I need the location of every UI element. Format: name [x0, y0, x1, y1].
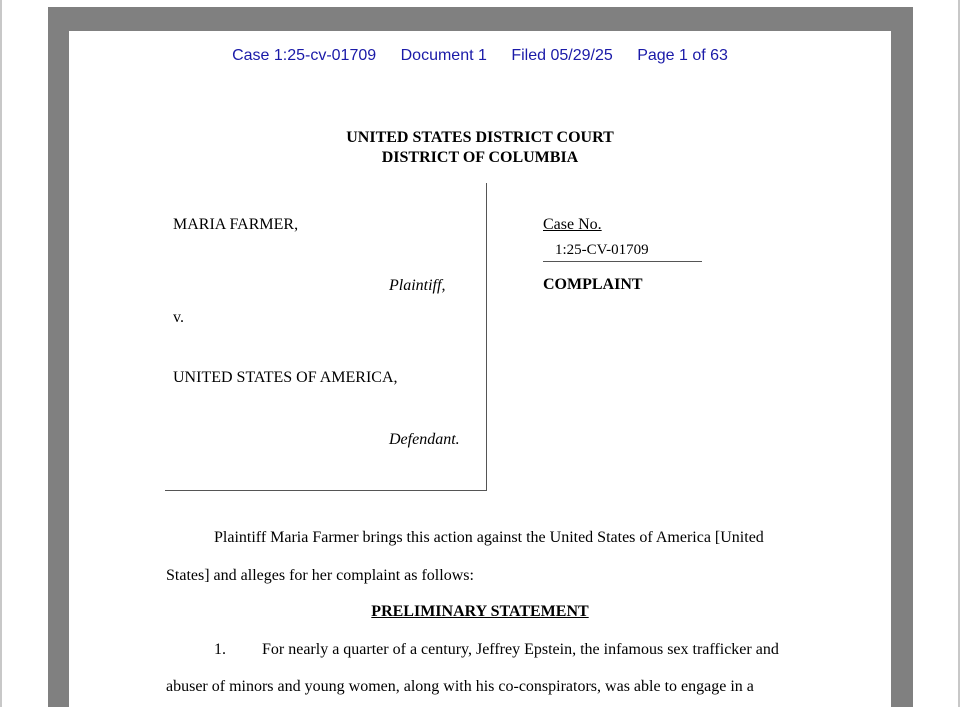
- case-no-underline: [543, 261, 702, 262]
- section-heading: PRELIMINARY STATEMENT: [371, 603, 589, 620]
- intro-line-2: States] and alleges for her complaint as follows:: [166, 567, 474, 584]
- paragraph-number: 1.: [214, 641, 226, 658]
- header-filed-date: Filed 05/29/25: [511, 47, 613, 64]
- paragraph-1-line-1: For nearly a quarter of a century, Jeffrey Epstein, the infamous sex trafficker and: [262, 641, 779, 658]
- versus-label: v.: [173, 309, 184, 326]
- intro-line-1: Plaintiff Maria Farmer brings this action against the United States of America [United: [214, 529, 764, 546]
- court-name: [69, 128, 891, 168]
- plaintiff-role: Plaintiff,: [389, 277, 446, 294]
- filing-header: [69, 47, 891, 65]
- plaintiff-name: MARIA FARMER,: [173, 216, 299, 233]
- header-page-number: Page 1 of 63: [637, 47, 728, 64]
- header-case-number: Case 1:25-cv-01709: [232, 47, 377, 64]
- document-type: COMPLAINT: [543, 276, 643, 293]
- case-no-label: Case No.: [543, 216, 602, 233]
- defendant-name: UNITED STATES OF AMERICA,: [173, 369, 398, 386]
- paragraph-1-line-2: abuser of minors and young women, along with his co-conspirators, was able to engage in a: [166, 678, 754, 695]
- header-document-number: Document 1: [400, 47, 487, 64]
- document-page: [69, 31, 891, 707]
- court-line-2: DISTRICT OF COLUMBIA: [381, 149, 579, 166]
- court-line-1: UNITED STATES DISTRICT COURT: [346, 129, 614, 146]
- case-no-value: 1:25-CV-01709: [555, 242, 649, 258]
- defendant-role: Defendant.: [389, 431, 460, 448]
